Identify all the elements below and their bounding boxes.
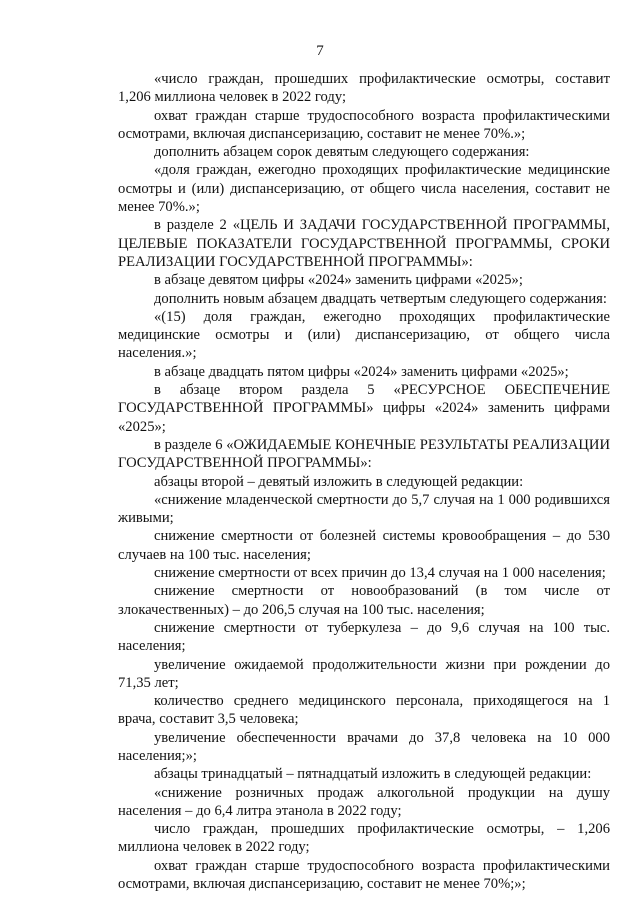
paragraph: «снижение младенческой смертности до 5,7 случая на 1 000 родившихся живыми;	[118, 491, 610, 527]
document-body	[118, 70, 610, 893]
paragraph: «доля граждан, ежегодно проходящих профилактические медицинские осмотры и (или) диспансеризацию, от общего числа населения, составит не менее 70%.»;	[118, 162, 610, 216]
paragraph: увеличение ожидаемой продолжительности жизни при рождении до 71,35 лет;	[118, 656, 610, 691]
paragraph: охват граждан старше трудоспособного возраста профилактическими осмотрами, включая диспансеризацию, составит не менее 70%.»;	[118, 107, 610, 142]
page-number: 7	[316, 43, 324, 59]
paragraph: увеличение обеспеченности врачами до 37,8 человека на 10 000 населения;»;	[118, 729, 610, 764]
paragraph: абзацы второй – девятый изложить в следующей редакции:	[154, 473, 524, 490]
paragraph: в абзаце девятом цифры «2024» заменить цифрами «2025»;	[154, 272, 523, 289]
paragraph: число граждан, прошедших профилактические осмотры, – 1,206 миллиона человек в 2022 году;	[118, 821, 610, 856]
paragraph: дополнить абзацем сорок девятым следующего содержания:	[154, 144, 530, 161]
paragraph: «снижение розничных продаж алкогольной продукции на душу населения – до 6,4 литра этанола в 2022 году;	[118, 784, 610, 819]
paragraph: в абзаце втором раздела 5 «РЕСУРСНОЕ ОБЕСПЕЧЕНИЕ ГОСУДАРСТВЕННОЙ ПРОГРАММЫ» цифры «2024» заменить цифрами «2025»;	[118, 382, 610, 435]
paragraph: абзацы тринадцатый – пятнадцатый изложить в следующей редакции:	[154, 766, 592, 783]
paragraph: «число граждан, прошедших профилактические осмотры, составит 1,206 миллиона человек в 2022 году;	[118, 71, 610, 106]
paragraph: «(15) доля граждан, ежегодно проходящих профилактические медицинские осмотры и (или) диспансеризацию, от общего числа населения.»;	[118, 308, 610, 362]
paragraph: в абзаце двадцать пятом цифры «2024» заменить цифрами «2025»;	[154, 363, 569, 380]
paragraph: снижение смертности от туберкулеза – до 9,6 случая на 100 тыс. населения;	[118, 619, 610, 655]
paragraph: охват граждан старше трудоспособного возраста профилактическими осмотрами, включая диспансеризацию, составит не менее 70%;»;	[118, 857, 610, 893]
paragraph: снижение смертности от новообразований (в том числе от злокачественных) – до 206,5 случая на 100 тыс. населения;	[118, 583, 610, 618]
paragraph: снижение смертности от болезней системы кровообращения – до 530 случаев на 100 тыс. населения;	[118, 528, 610, 563]
section-heading-paragraph: в разделе 6 «ОЖИДАЕМЫЕ КОНЕЧНЫЕ РЕЗУЛЬТАТЫ РЕАЛИЗАЦИИ ГОСУДАРСТВЕННОЙ ПРОГРАММЫ»:	[118, 436, 610, 472]
paragraph: дополнить новым абзацем двадцать четвертым следующего содержания:	[154, 290, 607, 307]
paragraph: снижение смертности от всех причин до 13,4 случая на 1 000 населения;	[154, 565, 606, 582]
paragraph: количество среднего медицинского персонала, приходящегося на 1 врача, составит 3,5 человека;	[118, 693, 610, 728]
section-heading-paragraph: в разделе 2 «ЦЕЛЬ И ЗАДАЧИ ГОСУДАРСТВЕННОЙ ПРОГРАММЫ, ЦЕЛЕВЫЕ ПОКАЗАТЕЛИ ГОСУДАРСТВЕННОЙ ПРОГРАММЫ, СРОКИ РЕАЛИЗАЦИИ ГОСУДАРСТВЕННОЙ ПРОГРАММЫ»:	[118, 217, 610, 270]
